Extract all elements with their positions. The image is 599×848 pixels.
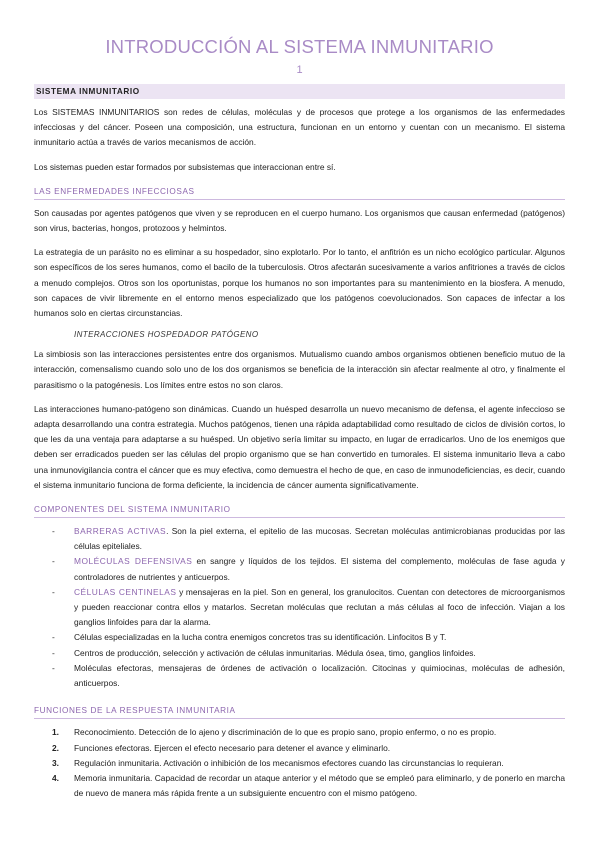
list-item-text: y mensajeras en la piel. Son en general, los granulocitos. Cuentan con detectores de microorganismos y pueden reaccionar contra ellos y matarlos. Secretan moléculas que reclutan a más células al foco de infección. Viajan a los ganglios linfoides para dar la alarma. [74, 586, 565, 628]
list-number: 4. [52, 772, 59, 783]
section-heading-funciones: FUNCIONES DE LA RESPUESTA INMUNITARIA [34, 703, 565, 719]
list-item-text: Funciones efectoras. Ejercen el efecto necesario para detener el avance y eliminarlo. [74, 742, 391, 753]
list-item-lead: CÉLULAS CENTINELAS [74, 586, 177, 597]
list-item [34, 771, 565, 801]
list-item [34, 646, 565, 661]
dash-bullet: - [52, 586, 55, 597]
paragraph: La simbiosis son las interacciones persistentes entre dos organismos. Mutualismo cuando ambos organismos obtienen beneficio mutuo de la interacción, comensalismo cuando solo uno de los dos organismos se beneficia de la interacción sin afectar realmente al otro, y finalmente el parasitismo o la patogénesis. Los límites entre estos no son claros. [34, 349, 565, 390]
list-number: 3. [52, 757, 59, 768]
paragraph: Los sistemas pueden estar formados por subsistemas que interaccionan entre sí. [34, 161, 336, 172]
section-heading-componentes: COMPONENTES DEL SISTEMA INMUNITARIO [34, 502, 565, 518]
list-item-text: . Son la piel externa, el epitelio de las mucosas. Secretan moléculas antimicrobianas producidas por las células epiteliales. [74, 526, 565, 552]
document-title: INTRODUCCIÓN AL SISTEMA INMUNITARIO [105, 36, 494, 57]
dash-bullet: - [52, 647, 55, 658]
list-item-lead: BARRERAS ACTIVAS [74, 526, 167, 537]
list-item-text: Moléculas efectoras, mensajeras de órdenes de activación o localización. Citocinas y quimiocinas, moléculas de adhesión, anticuerpos. [74, 662, 565, 689]
list-item-text: Memoria inmunitaria. Capacidad de recordar un ataque anterior y el método que se empleó para eliminarlo, y de ponerlo en marcha de nuevo de manera más rápida frente a un subsiguiente encuentro con el mismo patógeno. [74, 772, 565, 799]
paragraph: Los SISTEMAS INMUNITARIOS son redes de células, moléculas y de procesos que protege a los organismos de las enfermedades infecciosas y del cáncer. Poseen una composición, una estructura, funcionan en un entorno y cuentan con un mecanismo. El sistema inmunitario actúa a través de varios mecanismos de acción. [34, 107, 565, 148]
list-item [34, 756, 565, 771]
list-number: 2. [52, 742, 59, 753]
list-item [34, 524, 565, 554]
list-number: 1. [52, 727, 59, 738]
paragraph: La estrategia de un parásito no es eliminar a su hospedador, sino explotarlo. Por lo tanto, el anfitrión es un nicho ecológico particular. Algunos son específicos de los seres humanos, como el bacilo de la tuberculosis. Otros afectarán sucesivamente a varios anfitriones a través de ciclos a menudo complejos. Otros son los oportunistas, porque los humanos no son importantes para su mantenimiento en la biosfera. A menudo, son capaces de vivir libremente en el entorno menos especializado que los patógenos coevolucionados. Son capaces de infectar a los humanos solo en ciertas circunstancias. [34, 247, 565, 319]
dash-bullet: - [52, 526, 55, 537]
dash-bullet: - [52, 662, 55, 673]
list-item-text: Células especializadas en la lucha contra enemigos concretos tras su identificación. Linfocitos B y T. [74, 632, 447, 643]
list-item [34, 661, 565, 691]
funciones-list [34, 725, 565, 801]
list-item [34, 630, 565, 645]
list-item-text: Centros de producción, selección y activación de células inmunitarias. Médula ósea, timo, ganglios linfoides. [74, 647, 476, 658]
document-body [34, 84, 565, 813]
section-heading-enfermedades: LAS ENFERMEDADES INFECCIOSAS [34, 184, 565, 200]
dash-bullet: - [52, 632, 55, 643]
list-item-text: Reconocimiento. Detección de lo ajeno y discriminación de lo que es propio sano, propio enfermo, o no es propio. [74, 727, 497, 738]
paragraph: Las interacciones humano-patógeno son dinámicas. Cuando un huésped desarrolla un nuevo mecanismo de defensa, el agente infeccioso se adapta desarrollando una contra estrategia. Muchos patógenos, tienen una rápida adaptabilidad como resultado de ciclos de división cortos, lo que les da una ventaja para adaptarse a su huésped. Un objetivo sería limitar su impacto, en lugar de erradicarlos. Uno de los enemigos que deben ser erradicados pueden ser las células del propio organismo que se han convertido en tumorales. El sistema inmunitario lleva a cabo una inmunovigilancia contra el cáncer que es muy efectiva, como demuestra el hecho de que, en caso de inmunodeficiencias, es decir, cuando el sistema inmunitario funciona de forma deficiente, la incidencia de cáncer aumenta significativamente. [34, 403, 565, 490]
section-heading-sistema: SISTEMA INMUNITARIO [34, 84, 565, 99]
page-number: 1 [296, 64, 303, 76]
list-item [34, 741, 565, 756]
dash-bullet: - [52, 556, 55, 567]
list-item-text: Regulación inmunitaria. Activación o inhibición de los mecanismos efectores cuando las circunstancias lo requieran. [74, 757, 504, 768]
list-item [34, 585, 565, 631]
paragraph: Son causadas por agentes patógenos que viven y se reproducen en el cuerpo humano. Los organismos que causan enfermedad (patógenos) son virus, bacterias, hongos, protozoos y helmintos. [34, 207, 565, 234]
subsection-heading-interacciones: INTERACCIONES HOSPEDADOR PATÓGENO [74, 330, 259, 340]
list-item [34, 725, 565, 740]
list-item [34, 554, 565, 584]
list-item-text: en sangre y líquidos de los tejidos. El sistema del complemento, moléculas de fase aguda y controladores de nutrientes y anticuerpos. [74, 556, 565, 582]
list-item-lead: MOLÉCULAS DEFENSIVAS [74, 556, 193, 567]
componentes-list [34, 524, 565, 691]
